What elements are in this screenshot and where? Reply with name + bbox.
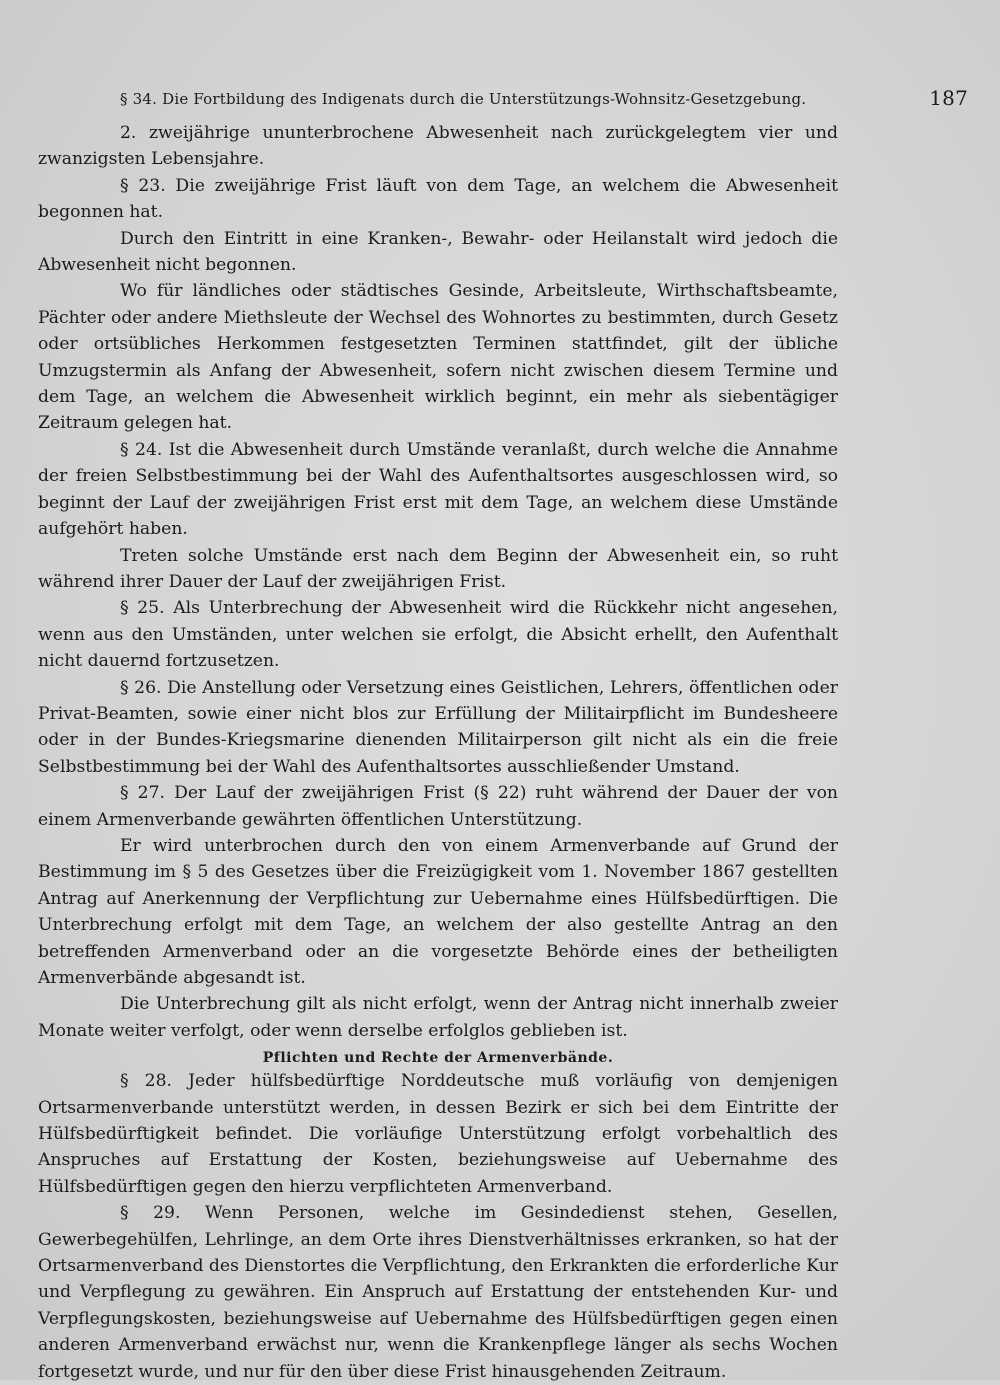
paragraph-section-28: § 28. Jeder hülfsbedürftige Norddeutsche muß vorläufig von demjenigen Ortsarmenverbande unterstützt werden, in dessen Bezirk er sich bei dem Eintritte der Hülfsbedürftigkeit befindet. Die vorläufige Unterstützung erfolgt vorbehaltlich des Anspruches auf Erstattung der Kosten, beziehungsweise auf Uebernahme des Hülfsbedürftigen gegen den hierzu verpflichteten Armenverband.: [38, 1071, 838, 1197]
paragraph-section-26: § 26. Die Anstellung oder Versetzung eines Geistlichen, Lehrers, öffentlichen oder Privat-Beamten, sowie einer nicht blos zur Erfüllung der Militairpflicht im Bundesheere oder in der Bundes-Kriegsmarine dienenden Militairperson gilt nicht als ein die freie Selbstbestimmung bei der Wahl des Aufenthaltsortes ausschließender Umstand.: [38, 677, 838, 777]
paragraph: Die Unterbrechung gilt als nicht erfolgt, wenn der Antrag nicht innerhalb zweier Monate weiter verfolgt, oder wenn derselbe erfolglos geblieben ist.: [38, 994, 838, 1041]
paragraph-section-25: § 25. Als Unterbrechung der Abwesenheit wird die Rückkehr nicht angesehen, wenn aus den Umständen, unter welchen sie erfolgt, die Absicht erhellt, den Aufenthalt nicht dauernd fortzusetzen.: [38, 598, 838, 672]
paragraph-section-24: § 24. Ist die Abwesenheit durch Umstände veranlaßt, durch welche die Annahme der freien Selbstbestimmung bei der Wahl des Aufenthaltsortes ausgeschlossen wird, so beginnt der Lauf der zweijährigen Frist erst mit dem Tage, an welchem diese Umstände aufgehört haben.: [38, 439, 838, 540]
section-heading: Pflichten und Rechte der Armenverbände.: [262, 1050, 614, 1067]
paragraph: Treten solche Umstände erst nach dem Beginn der Abwesenheit ein, so ruht während ihrer Dauer der Lauf der zweijährigen Frist.: [38, 545, 838, 592]
paragraph-section-23: § 23. Die zweijährige Frist läuft von dem Tage, an welchem die Abwesenheit begonnen hat.: [38, 175, 838, 223]
paragraph: Wo für ländliches oder städtisches Gesinde, Arbeitsleute, Wirthschaftsbeamte, Pächter oder andere Miethsleute der Wechsel des Wohnortes zu bestimmten, durch Gesetz oder ortsübliches Herkommen festgesetzten Terminen stattfindet, gilt der übliche Umzugstermin als Anfang der Abwesenheit, sofern nicht zwischen diesem Termine und dem Tage, an welchem die Abwesenheit wirklich beginnt, ein mehr als siebentägiger Zeitraum gelegen hat.: [38, 281, 838, 434]
paragraph-section-27: § 27. Der Lauf der zweijährigen Frist (§ 22) ruht während der Dauer der von einem Armenverbande gewährten öffentlichen Unterstützung.: [38, 783, 838, 830]
paragraph-section-29: § 29. Wenn Personen, welche im Gesindedienst stehen, Gesellen, Gewerbegehülfen, Lehrlinge, an dem Orte ihres Dienstverhältnisses erkranken, so hat der Ortsarmenverband des Dienstortes die Verpflichtung, den Erkrankten die erforderliche Kur und Verpflegung zu gewähren. Ein Anspruch auf Erstattung der entstehenden Kur- und Verpflegungskosten, beziehungsweise auf Uebernahme des Hülfsbedürftigen gegen einen anderen Armenverband erwächst nur, wenn die Krankenpflege länger als sechs Wochen fortgesetzt wurde, und nur für den über diese Frist hinausgehenden Zeitraum.: [38, 1203, 838, 1382]
header-title: § 34. Die Fortbildung des Indigenats durch die Unterstützungs-Wohnsitz-Gesetzgebung.: [120, 90, 807, 108]
body-text: [38, 120, 838, 1385]
page-number: 187: [929, 86, 968, 110]
paragraph: Durch den Eintritt in eine Kranken-, Bewahr- oder Heilanstalt wird jedoch die Abwesenheit nicht begonnen.: [38, 228, 838, 276]
paragraph: 2. zweijährige ununterbrochene Abwesenheit nach zurückgelegtem vier und zwanzigsten Lebensjahre.: [38, 123, 838, 170]
running-header: [38, 86, 968, 120]
paragraph: Er wird unterbrochen durch den von einem Armenverbande auf Grund der Bestimmung im § 5 des Gesetzes über die Freizügigkeit vom 1. November 1867 gestellten Antrag auf Anerkennung der Verpflichtung zur Uebernahme eines Hülfsbedürftigen. Die Unterbrechung erfolgt mit dem Tage, an welchem der also gestellte Antrag an den betreffenden Armenverband oder an die vorgesetzte Behörde eines der betheiligten Armenverbände abgesandt ist.: [38, 835, 838, 988]
